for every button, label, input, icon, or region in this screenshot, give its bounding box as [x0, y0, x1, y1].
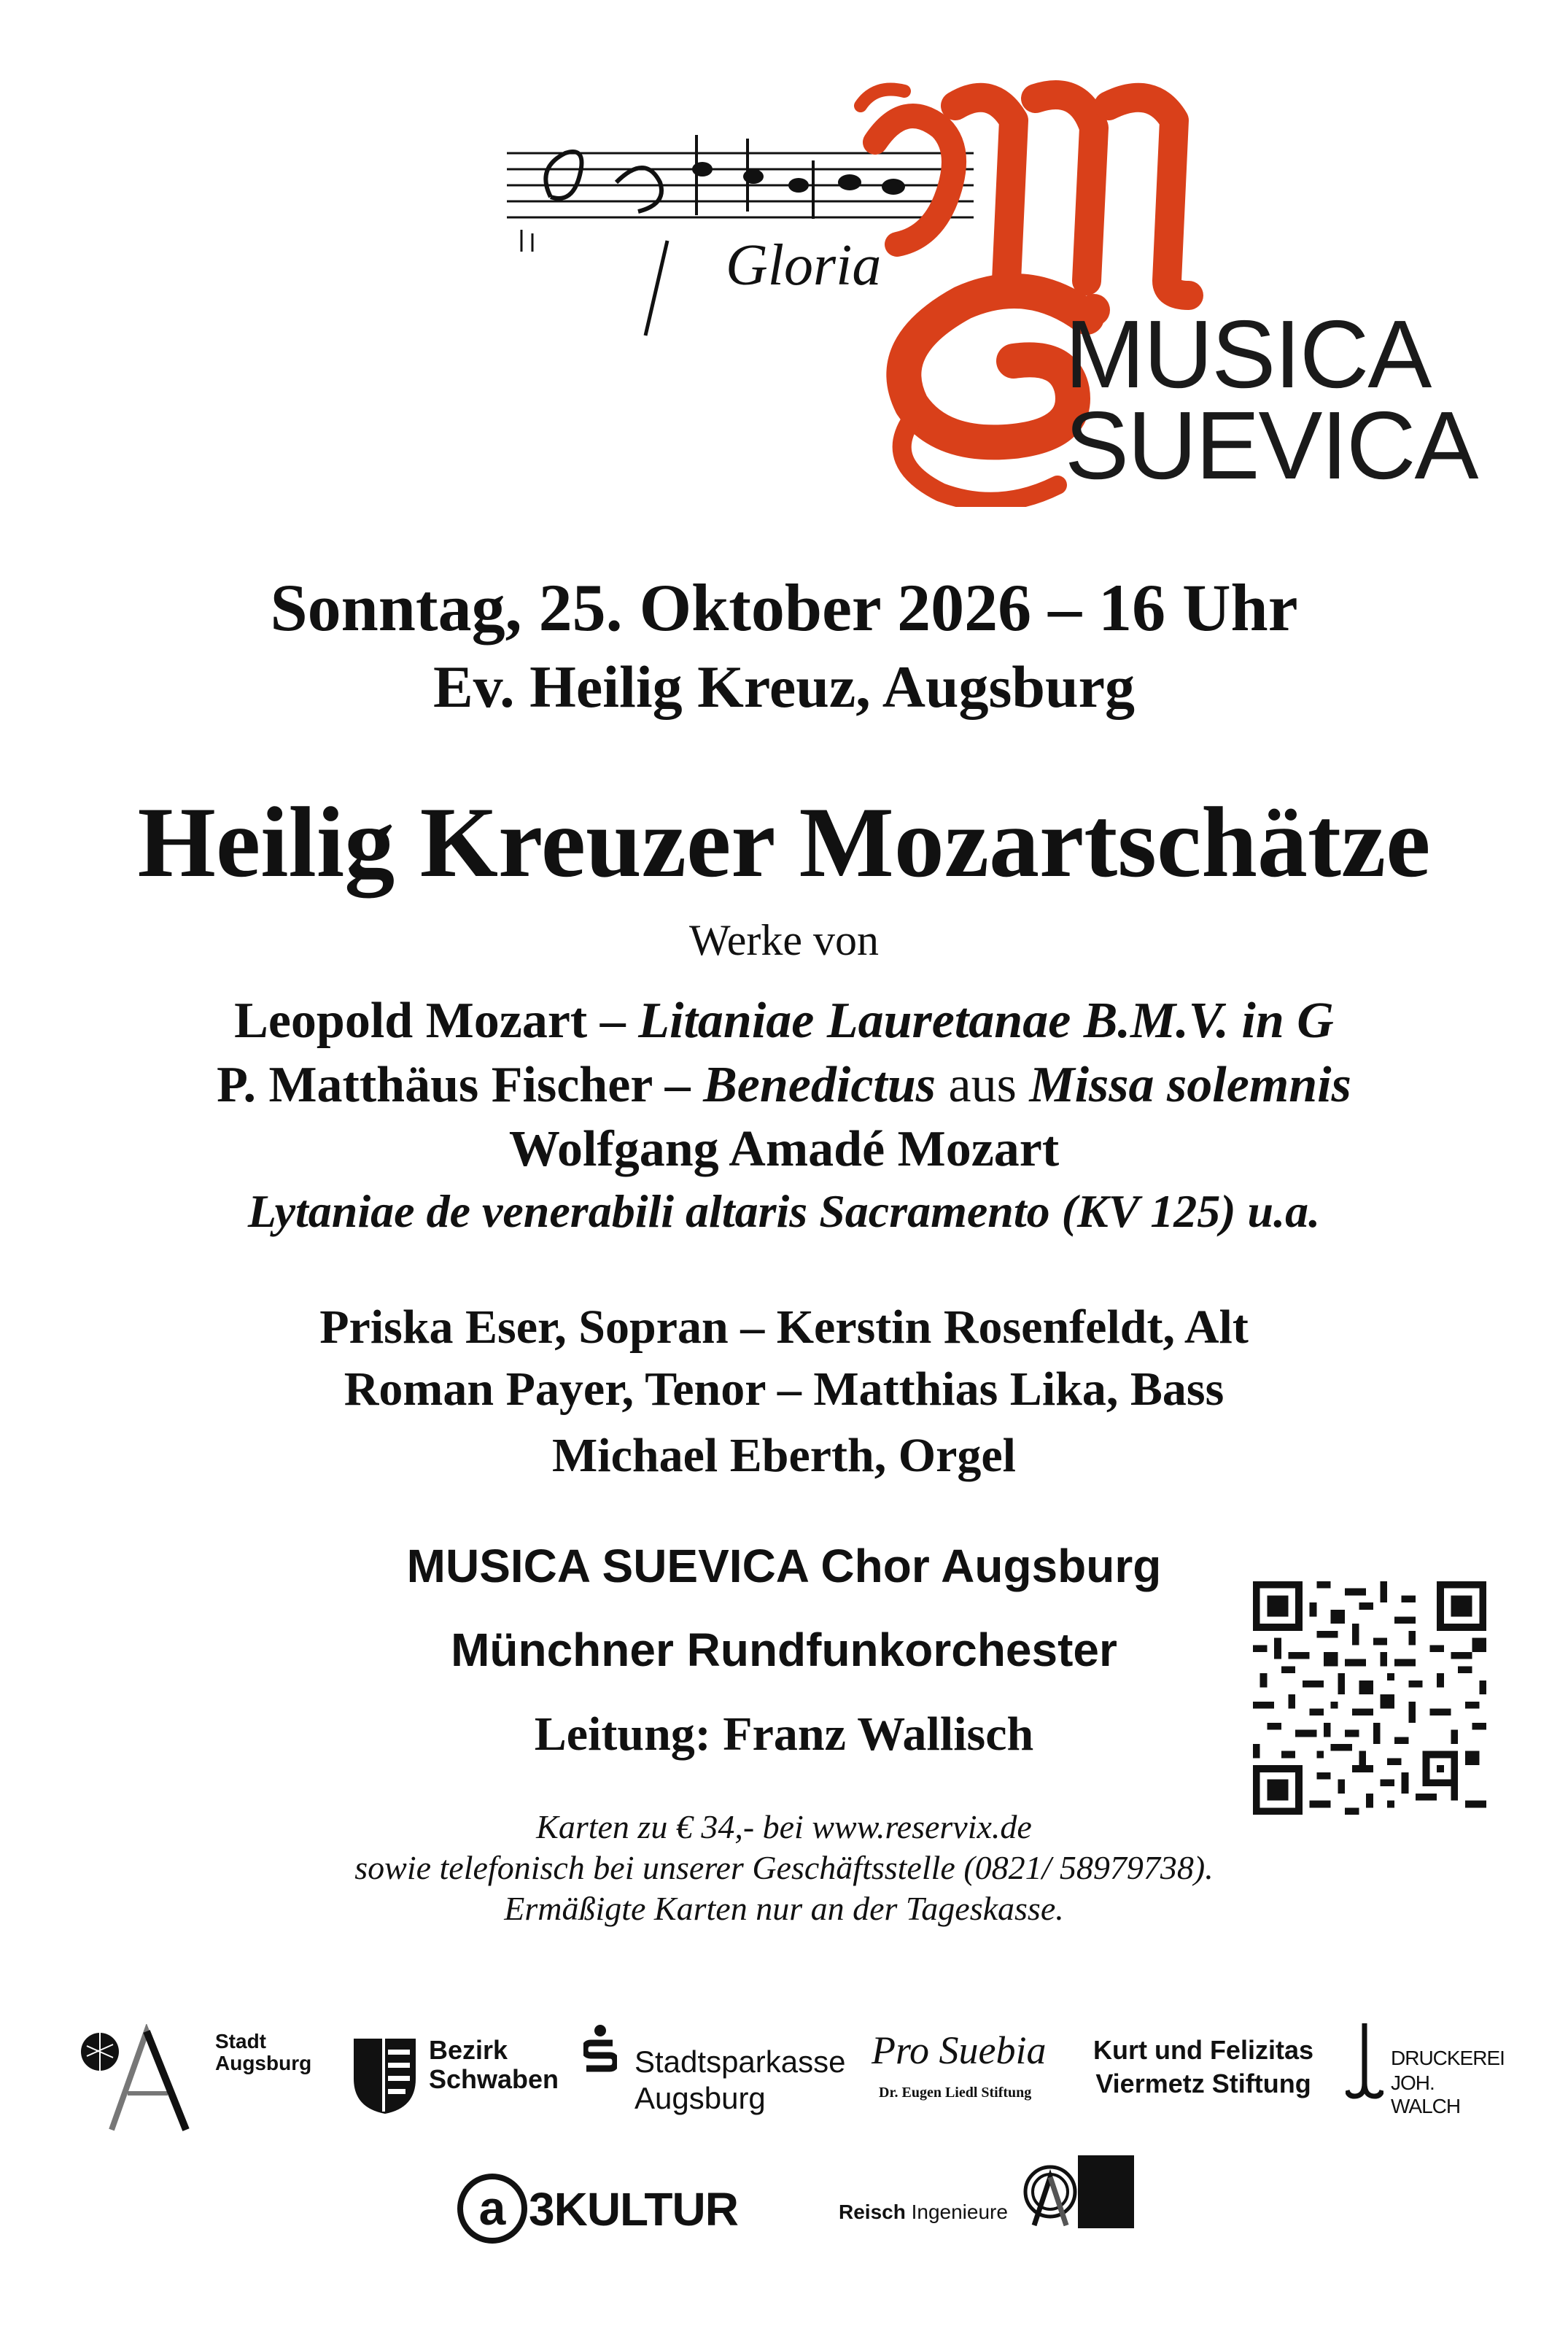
sponsor-stadtsparkasse — [583, 2024, 853, 2119]
sponsor-pro-suebia — [872, 2028, 1068, 2115]
sponsor-bezirk-schwaben — [350, 2035, 569, 2130]
reisch-rest: Ingenieure — [911, 2201, 1008, 2223]
reisch-logo-icon — [1021, 2155, 1134, 2228]
tickets-discount-line: Ermäßigte Karten nur an der Tageskasse. — [504, 1890, 1064, 1927]
organist-line: Michael Eberth, Orgel — [551, 1429, 1017, 1482]
pro-suebia-sub: Dr. Eugen Liedl Stiftung — [879, 2085, 1032, 2101]
soloists-line-2: Roman Payer, Tenor – Matthias Lika, Bass — [344, 1362, 1224, 1416]
event-date-time: Sonntag, 25. Oktober 2026 – 16 Uhr — [270, 570, 1298, 645]
sponsor-viermetz-stiftung — [1079, 2035, 1327, 2115]
piece-title: Missa solemnis — [1029, 1057, 1351, 1113]
piece-title: Litaniae Lauretanae B.M.V. in G — [638, 993, 1334, 1049]
a3kultur-label: 3KULTUR — [529, 2183, 738, 2236]
concert-title: Heilig Kreuzer Mozartschätze — [137, 786, 1431, 898]
pro-suebia-label: Pro Suebia — [872, 2028, 1047, 2072]
gloria-script: Gloria — [726, 233, 882, 298]
logo-text-musica: MUSICA — [1065, 301, 1431, 408]
stadtsparkasse-label: Stadtsparkasse — [634, 2044, 846, 2079]
choir-name: MUSICA SUEVICA Chor Augsburg — [406, 1540, 1162, 1592]
reisch-bold: Reisch — [839, 2201, 906, 2223]
composer-wolfgang-mozart: Wolfgang Amadé Mozart — [508, 1121, 1060, 1177]
sponsor-a3kultur — [456, 2172, 738, 2252]
tickets-price-line: Karten zu € 34,- bei www.reservix.de — [536, 1808, 1032, 1845]
piece-lytaniae: Lytaniae de venerabili altaris Sacramento (KV 125) u.a. — [247, 1185, 1321, 1237]
reisch-label — [839, 2201, 1008, 2224]
sponsor-druckerei-walch — [1346, 2020, 1505, 2117]
walch-line1: DRUCKEREI — [1391, 2047, 1505, 2069]
work-fischer — [0, 1056, 1568, 1114]
schwaben-label: Schwaben — [429, 2064, 559, 2094]
tickets-phone-line: sowie telefonisch bei unserer Geschäftsstelle (0821/ 58979738). — [354, 1849, 1214, 1886]
soloists-line-1: Priska Eser, Sopran – Kerstin Rosenfeldt, Alt — [319, 1300, 1249, 1354]
stadt-augsburg-icon — [77, 2024, 201, 2133]
walch-anchor-icon — [1346, 2020, 1383, 2102]
sparkasse-icon — [583, 2024, 617, 2077]
augsburg-label: Augsburg — [215, 2052, 312, 2074]
work-leopold-mozart — [0, 992, 1568, 1050]
walch-line2: JOH. WALCH — [1391, 2071, 1461, 2117]
logo-text-suevica: SUEVICA — [1065, 392, 1478, 499]
composer-name: P. Matthäus Fischer – — [217, 1057, 691, 1113]
orchestra-name: Münchner Rundfunkorchester — [451, 1624, 1117, 1676]
sponsor-reisch-ingenieure — [839, 2155, 1145, 2236]
bezirk-shield-icon — [350, 2035, 419, 2115]
svg-text:a: a — [478, 2181, 506, 2235]
piece-connector: aus — [948, 1057, 1017, 1113]
viermetz-line2: Viermetz Stiftung — [1095, 2069, 1311, 2098]
sponsor-stadt-augsburg — [77, 2024, 325, 2133]
composer-name: Leopold Mozart – — [234, 993, 626, 1049]
stadt-label: Stadt — [215, 2030, 266, 2052]
conductor-line: Leitung: Franz Wallisch — [534, 1707, 1034, 1761]
viermetz-line1: Kurt und Felizitas — [1092, 2035, 1313, 2065]
sparkasse-augsburg-label: Augsburg — [634, 2081, 766, 2115]
event-venue: Ev. Heilig Kreuz, Augsburg — [432, 654, 1136, 720]
bezirk-label: Bezirk — [429, 2035, 508, 2065]
qr-code[interactable] — [1253, 1581, 1486, 1815]
a3kultur-at-icon — [456, 2172, 529, 2245]
works-intro: Werke von — [688, 916, 880, 964]
piece-title: Benedictus — [703, 1057, 936, 1113]
